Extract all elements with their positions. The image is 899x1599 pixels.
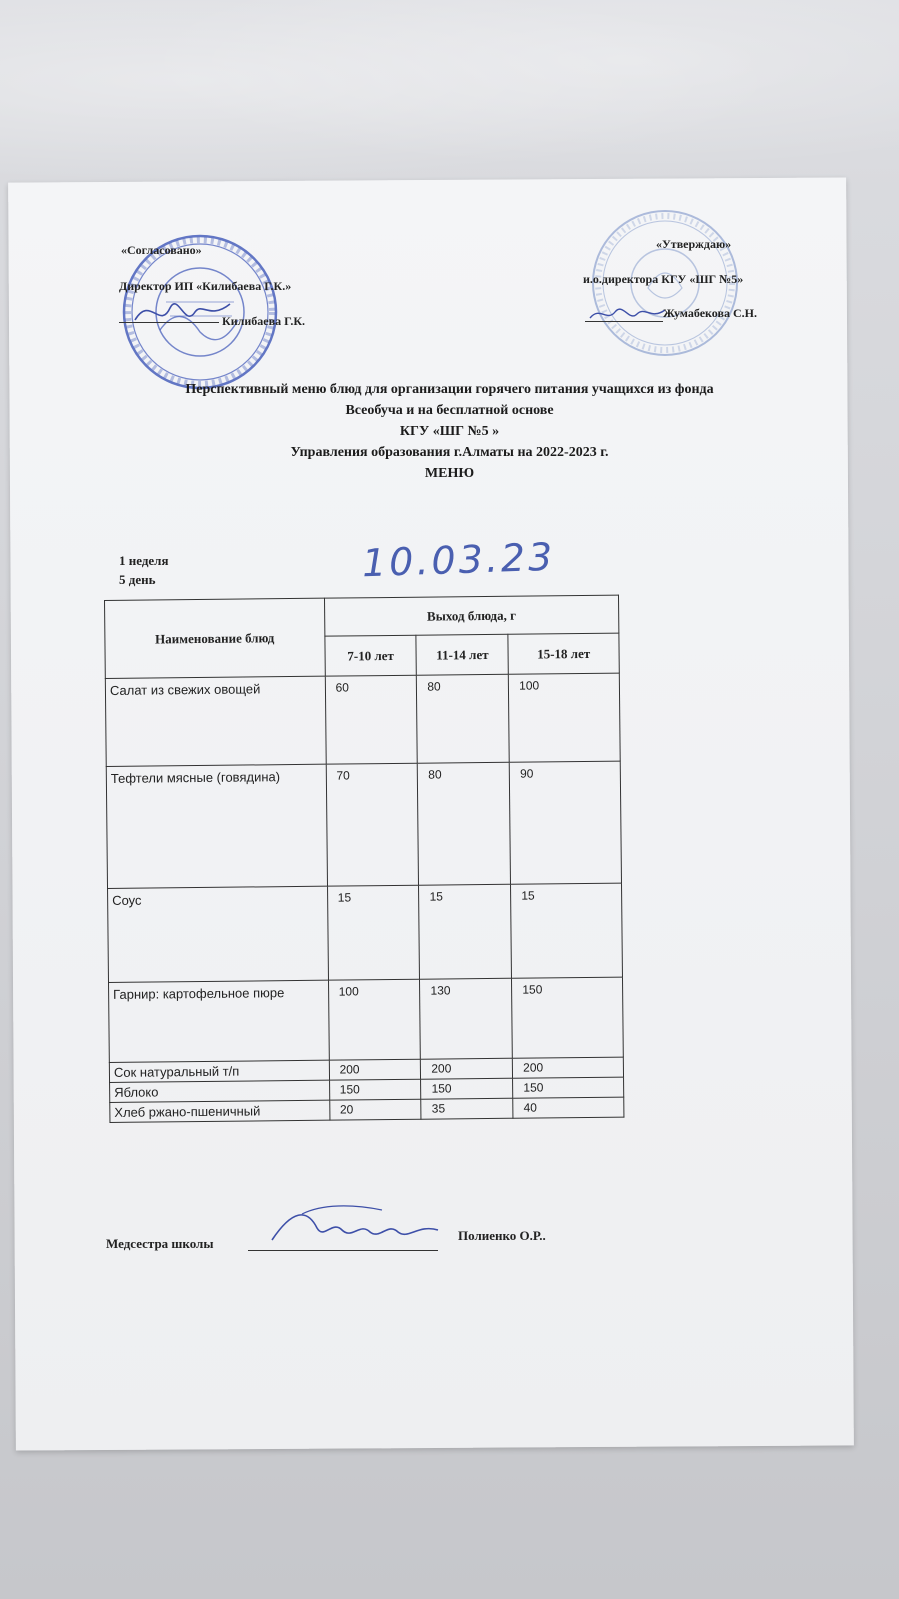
week-label: 1 неделя xyxy=(119,553,169,568)
left-signature-name: Килибаева Г.К. xyxy=(222,314,306,328)
portion-value: 100 xyxy=(328,979,421,1060)
day-label: 5 день xyxy=(119,572,156,587)
portion-value: 70 xyxy=(326,763,419,886)
title-line-4: Управления образования г.Алматы на 2022-2023 г. xyxy=(290,445,609,460)
agreed-label: «Согласовано» xyxy=(121,243,202,257)
portion-value: 35 xyxy=(421,1098,513,1119)
title-line-1: Перспективный меню блюд для организации горячего питания учащихся из фонда xyxy=(185,382,714,397)
portion-value: 90 xyxy=(509,761,621,884)
portion-value: 200 xyxy=(329,1059,421,1080)
age-group-header: 7-10 лет xyxy=(324,635,416,676)
portion-value: 130 xyxy=(420,978,513,1059)
menu-table xyxy=(104,595,624,1123)
table-row xyxy=(105,673,620,766)
portion-value: 150 xyxy=(512,977,624,1058)
dish-name: Сок натуральный т/п xyxy=(109,1060,329,1082)
portion-value: 40 xyxy=(513,1097,624,1118)
portion-value: 60 xyxy=(325,675,418,764)
right-director-position: и.о.директора КГУ «ШГ №5» xyxy=(583,272,744,286)
dish-name: Салат из свежих овощей xyxy=(105,676,326,766)
dish-name: Хлеб ржано-пшеничный xyxy=(110,1100,330,1122)
age-group-header: 11-14 лет xyxy=(416,634,508,675)
portion-value: 15 xyxy=(511,883,623,978)
dish-name: Тефтели мясные (говядина) xyxy=(106,764,327,888)
title-line-2: Всеобуча и на бесплатной основе xyxy=(345,403,554,418)
nurse-label: Медсестра школы xyxy=(106,1236,214,1251)
right-signature-name: Жумабекова С.Н. xyxy=(663,306,757,320)
age-group-header: 15-18 лет xyxy=(508,633,619,674)
nurse-signature xyxy=(262,1200,452,1254)
portion-value: 150 xyxy=(513,1077,624,1098)
dish-name: Гарнир: картофельное пюре xyxy=(109,980,329,1062)
table-row xyxy=(106,761,621,888)
portion-value: 20 xyxy=(329,1099,421,1120)
handwritten-date: 10.03.23 xyxy=(361,534,556,586)
portion-value: 80 xyxy=(418,762,511,885)
output-header: Выход блюда, г xyxy=(324,595,619,636)
portion-value: 15 xyxy=(327,885,420,980)
portion-value: 100 xyxy=(509,673,621,762)
portion-value: 150 xyxy=(329,1079,421,1100)
approved-label: «Утверждаю» xyxy=(656,237,732,251)
nurse-name: Полиенко О.Р.. xyxy=(458,1228,546,1243)
portion-value: 150 xyxy=(421,1078,513,1099)
title-line-3: КГУ «ШГ №5 » xyxy=(399,424,500,439)
table-row xyxy=(109,977,624,1062)
right-signature xyxy=(585,298,670,328)
portion-value: 200 xyxy=(513,1057,624,1078)
dish-name: Соус xyxy=(108,886,329,982)
dish-name: Яблоко xyxy=(110,1080,330,1102)
portion-value: 80 xyxy=(417,674,510,763)
dish-name-header: Наименование блюд xyxy=(105,598,325,678)
left-director-position: Директор ИП «Килибаева Г.К.» xyxy=(119,279,292,293)
portion-value: 200 xyxy=(421,1058,513,1079)
title-line-5: МЕНЮ xyxy=(424,466,475,481)
portion-value: 15 xyxy=(419,884,512,979)
table-row xyxy=(108,883,623,982)
tablecloth-background xyxy=(0,0,899,200)
